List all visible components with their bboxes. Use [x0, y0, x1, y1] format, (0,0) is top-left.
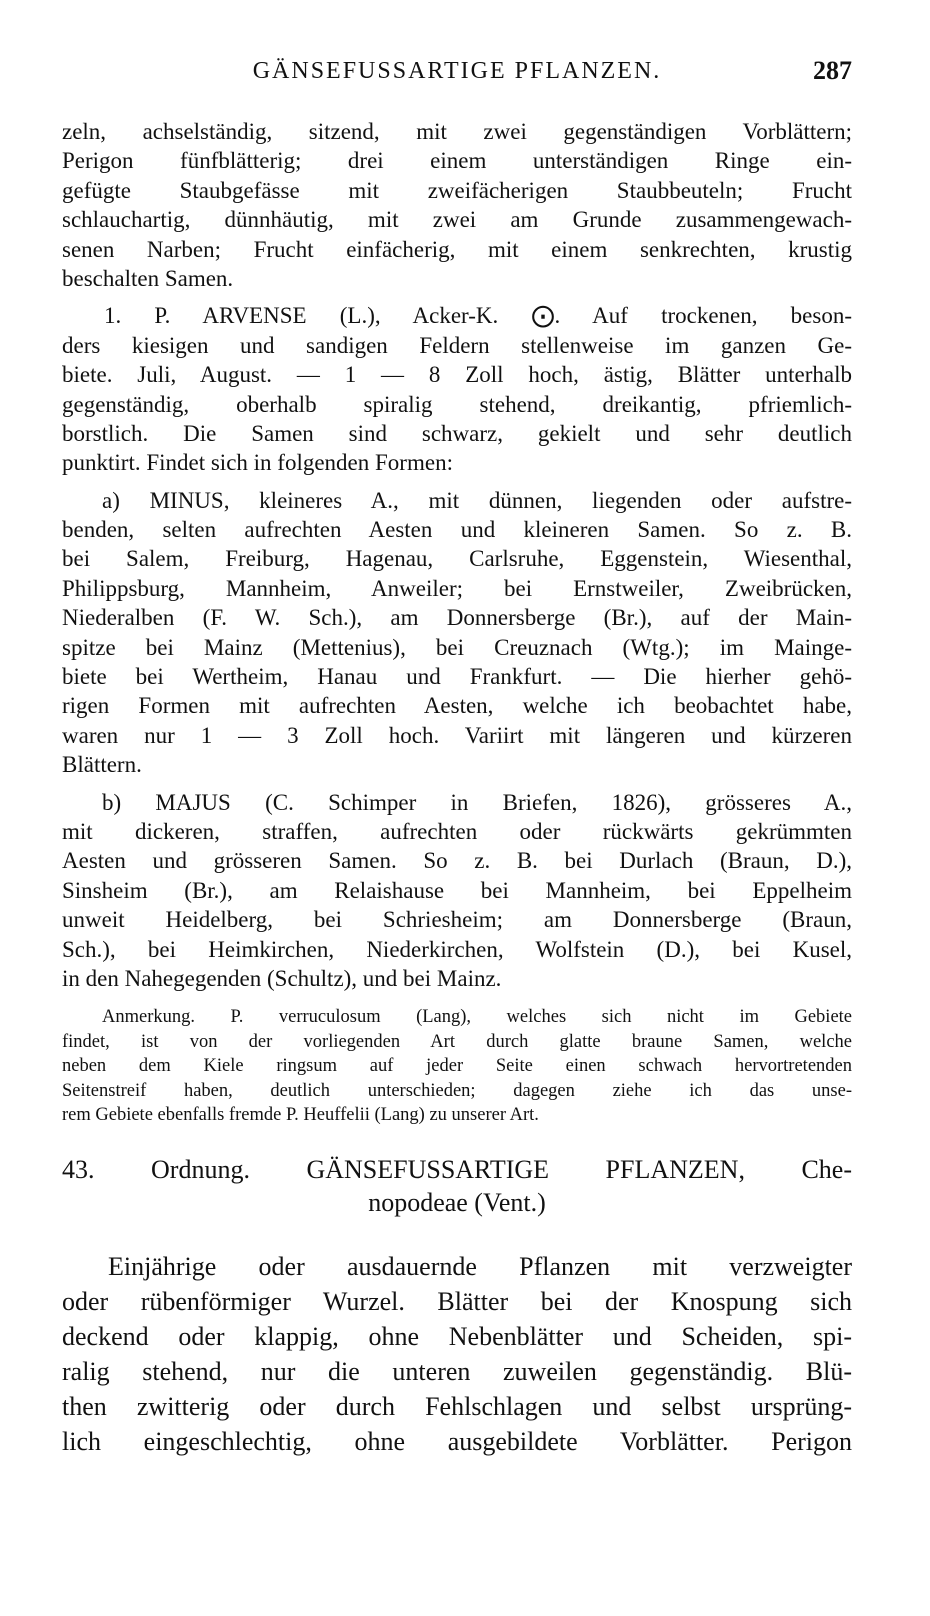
note-line: findet, ist von der vorliegenden Art durch glatte braune Samen, welche [62, 1031, 852, 1052]
annotation-note [62, 1005, 852, 1127]
text-line: gefügte Staubgefässe mit zweifächerigen Staubbeuteln; Frucht [62, 177, 852, 203]
page-header [62, 56, 852, 88]
text-line: ralig stehend, nur die unteren zuweilen gegenständig. Blü- [62, 1357, 852, 1387]
text-line: then zwitterig oder durch Fehlschlagen und selbst ursprüng- [62, 1392, 852, 1422]
running-title: GÄNSEFUSSARTIGE PFLANZEN. [252, 58, 662, 84]
text-line: bei Salem, Freiburg, Hagenau, Carlsruhe, Eggenstein, Wiesenthal, [62, 546, 852, 572]
text-line: Aesten und grösseren Samen. So z. B. bei Durlach (Braun, D.), [62, 848, 852, 874]
order-description [62, 1249, 852, 1459]
heading-line: nopodeae (Vent.) [368, 1188, 546, 1218]
text-line: rigen Formen mit aufrechten Aesten, welche ich beobachtet habe, [62, 693, 852, 719]
page-number: 287 [813, 56, 852, 85]
text-line: beschalten Samen. [62, 265, 234, 291]
text-line: Einjährige oder ausdauernde Pflanzen mit verzweigter [108, 1252, 852, 1282]
text-line: lich eingeschlechtig, ohne ausgebildete Vorblätter. Perigon [62, 1427, 852, 1457]
text-line: 1. P. ARVENSE (L.), Acker-K. ⨀. Auf trockenen, beson- [104, 303, 852, 329]
text-line: biete. Juli, August. — 1 — 8 Zoll hoch, ästig, Blätter unterhalb [62, 362, 852, 388]
text-line: waren nur 1 — 3 Zoll hoch. Variirt mit längeren und kürzeren [62, 722, 852, 748]
text-line: Niederalben (F. W. Sch.), am Donnersberge (Br.), auf der Main- [62, 605, 852, 631]
form-b [62, 788, 852, 994]
text-line: zeln, achselständig, sitzend, mit zwei gegenständigen Vorblättern; [62, 119, 852, 144]
heading-line: 43. Ordnung. GÄNSEFUSSARTIGE PFLANZEN, Che- [62, 1155, 852, 1185]
text-line: Perigon fünfblätterig; drei einem unterständigen Ringe ein- [62, 148, 852, 174]
note-line: Anmerkung. P. verruculosum (Lang), welches sich nicht im Gebiete [102, 1007, 852, 1028]
text-line: in den Nahegegenden (Schultz), und bei Mainz. [62, 965, 502, 991]
text-line: Sch.), bei Heimkirchen, Niederkirchen, Wolfstein (D.), bei Kusel, [62, 936, 852, 962]
text-line: oder rübenförmiger Wurzel. Blätter bei der Knospung sich [62, 1287, 852, 1317]
text-line: Sinsheim (Br.), am Relaishause bei Mannheim, bei Eppelheim [62, 877, 852, 903]
text-line: spitze bei Mainz (Mettenius), bei Creuznach (Wtg.); im Mainge- [62, 634, 852, 660]
order-heading [62, 1153, 852, 1219]
text-line: mit dickeren, straffen, aufrechten oder rückwärts gekrümmten [62, 818, 852, 844]
text-line: unweit Heidelberg, bei Schriesheim; am Donnersberge (Braun, [62, 907, 852, 933]
text-line: schlauchartig, dünnhäutig, mit zwei am Grunde zusammengewach- [62, 207, 852, 233]
text-line: borstlich. Die Samen sind schwarz, gekielt und sehr deutlich [62, 420, 852, 446]
text-line: gegenständig, oberhalb spiralig stehend, dreikantig, pfriemlich- [62, 391, 852, 417]
genus-description [62, 117, 852, 293]
text-line: b) MAJUS (C. Schimper in Briefen, 1826), grösseres A., [102, 789, 852, 815]
page-body [62, 117, 852, 1459]
text-line: Blättern. [62, 752, 142, 778]
text-line: biete bei Wertheim, Hanau und Frankfurt. — Die hierher gehö- [62, 664, 852, 690]
text-line: deckend oder klappig, ohne Nebenblätter und Scheiden, spi- [62, 1322, 852, 1352]
species-entry [62, 301, 852, 477]
text-line: a) MINUS, kleineres A., mit dünnen, liegenden oder aufstre- [102, 487, 852, 513]
note-line: neben dem Kiele ringsum auf jeder Seite einen schwach hervortretenden [62, 1056, 852, 1077]
note-line: rem Gebiete ebenfalls fremde P. Heuffelii (Lang) zu unserer Art. [62, 1104, 539, 1125]
text-line: benden, selten aufrechten Aesten und kleineren Samen. So z. B. [62, 517, 852, 543]
text-line: senen Narben; Frucht einfächerig, mit einem senkrechten, krustig [62, 236, 852, 262]
form-a [62, 486, 852, 780]
text-line: Philippsburg, Mannheim, Anweiler; bei Ernstweiler, Zweibrücken, [62, 575, 852, 601]
text-line: punktirt. Findet sich in folgenden Formen: [62, 450, 453, 476]
note-line: Seitenstreif haben, deutlich unterschieden; dagegen ziehe ich das unse- [62, 1080, 852, 1101]
text-line: ders kiesigen und sandigen Feldern stellenweise im ganzen Ge- [62, 332, 852, 358]
